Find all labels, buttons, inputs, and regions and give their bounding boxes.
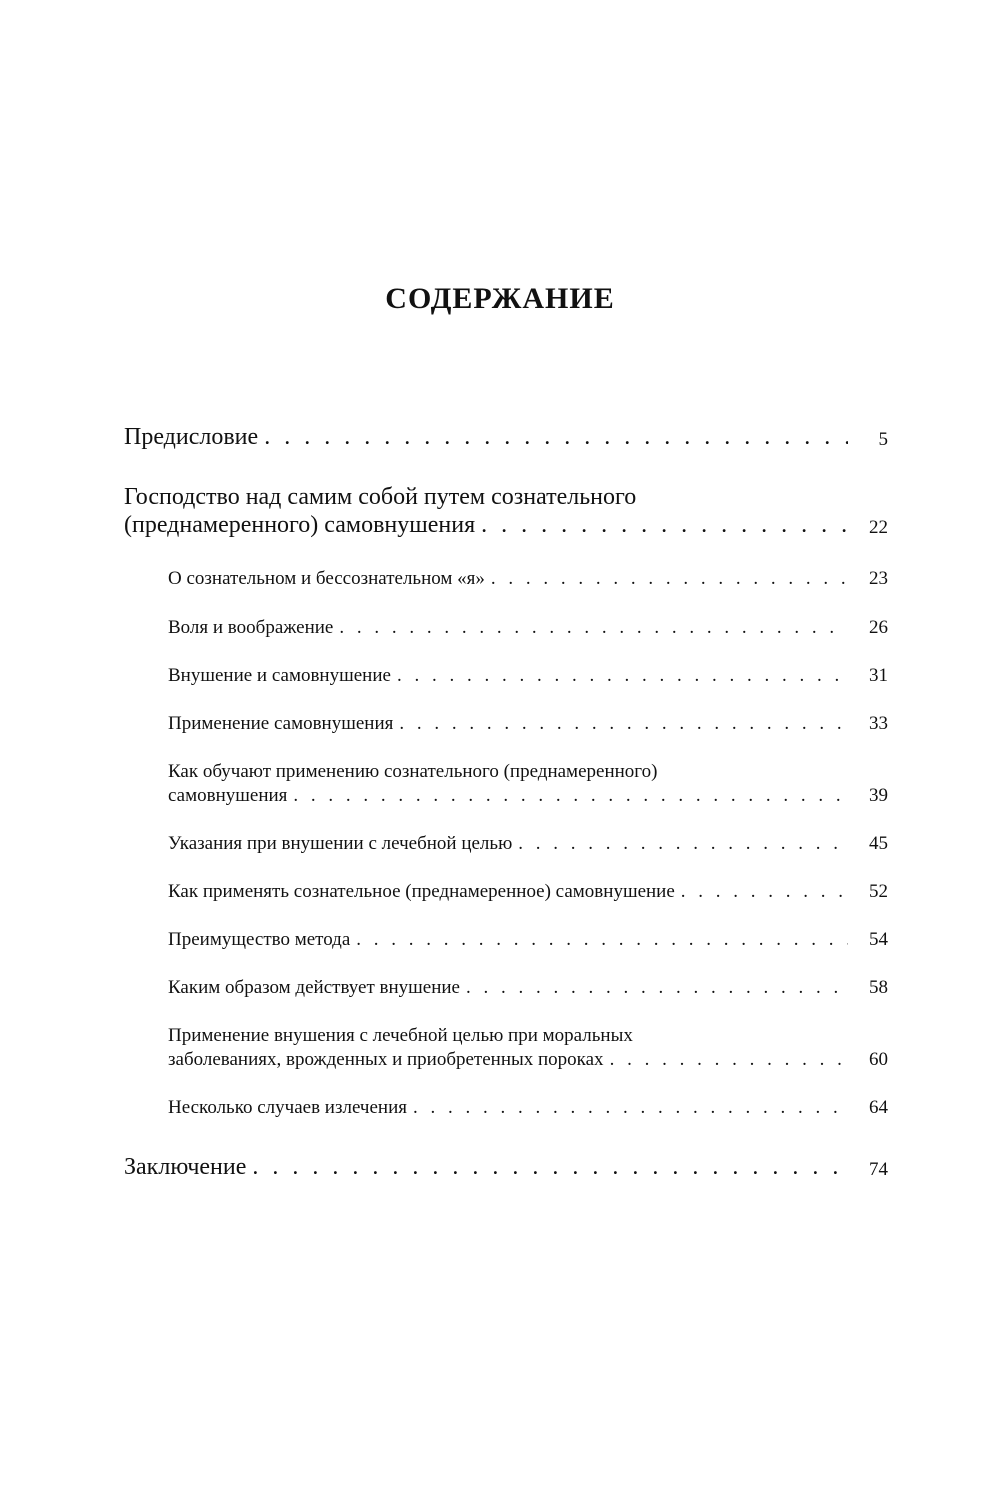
leader-dots <box>293 785 848 808</box>
toc-entry-conscious-self[interactable] <box>168 567 888 591</box>
toc-entry-page: 39 <box>869 785 888 806</box>
leader-dots <box>339 617 848 640</box>
toc-entry-line: Господство над самим собой путем сознательного <box>124 484 637 510</box>
leader-dots <box>481 511 848 540</box>
toc-entry-label: Несколько случаев излечения <box>168 1097 407 1118</box>
toc-entry-advantage[interactable] <box>168 928 888 952</box>
leader-dots <box>264 423 848 452</box>
toc-entry-page: 22 <box>869 517 888 538</box>
toc-entry-page: 23 <box>869 568 888 589</box>
leader-dots <box>356 929 848 952</box>
leader-dots <box>399 713 848 736</box>
leader-dots <box>252 1153 848 1182</box>
toc-entry-label: Каким образом действует внушение <box>168 977 460 998</box>
toc-entry-line: Применение внушения с лечебной целью при моральных <box>168 1025 633 1046</box>
toc-entry-label: Воля и воображение <box>168 617 334 638</box>
leader-dots <box>491 568 848 591</box>
toc-entry-line: Как обучают применению сознательного (преднамеренного) <box>168 761 658 782</box>
leader-dots <box>610 1049 848 1072</box>
leader-dots <box>466 977 848 1000</box>
toc-entry-page: 31 <box>869 665 888 686</box>
toc-entry-how-to-apply[interactable] <box>168 880 888 904</box>
leader-dots <box>397 665 848 688</box>
toc-entry-page: 52 <box>869 881 888 902</box>
toc-entry-label: (преднамеренного) самовнушения <box>124 512 476 538</box>
toc-entry-teaching[interactable] <box>168 784 888 808</box>
toc-entry-instructions[interactable] <box>168 832 888 856</box>
toc-entry-conclusion[interactable] <box>124 1152 888 1182</box>
toc-entry-label: Применение самовнушения <box>168 713 394 734</box>
toc-entry-page: 54 <box>869 929 888 950</box>
toc-entry-preface[interactable] <box>124 422 888 452</box>
toc-entry-label: Заключение <box>124 1154 247 1180</box>
toc-entry-page: 33 <box>869 713 888 734</box>
toc-entry-page: 74 <box>869 1159 888 1180</box>
toc-entry-label: Предисловие <box>124 424 259 450</box>
leader-dots <box>518 833 848 856</box>
toc-entry-suggestion[interactable] <box>168 664 888 688</box>
toc-entry-label: О сознательном и бессознательном «я» <box>168 568 485 589</box>
toc-entry-mastery[interactable] <box>124 510 888 540</box>
toc-entry-label: заболеваниях, врожденных и приобретенных пороках <box>168 1049 604 1070</box>
toc-entry-how-works[interactable] <box>168 976 888 1000</box>
page-title: СОДЕРЖАНИЕ <box>385 282 615 315</box>
toc-entry-page: 26 <box>869 617 888 638</box>
toc-entry-label: Как применять сознательное (преднамеренное) самовнушение <box>168 881 675 902</box>
toc-entry-moral-diseases[interactable] <box>168 1048 888 1072</box>
toc-entry-page: 58 <box>869 977 888 998</box>
toc-entry-cases[interactable] <box>168 1096 888 1120</box>
toc-entry-page: 5 <box>878 429 888 450</box>
toc-entry-label: самовнушения <box>168 785 288 806</box>
toc-entry-page: 60 <box>869 1049 888 1070</box>
toc-entry-page: 64 <box>869 1097 888 1118</box>
toc-entry-label: Указания при внушении с лечебной целью <box>168 833 513 854</box>
leader-dots <box>681 881 848 904</box>
leader-dots <box>413 1097 848 1120</box>
toc-entry-will-imagination[interactable] <box>168 616 888 640</box>
toc-entry-application[interactable] <box>168 712 888 736</box>
toc-entry-page: 45 <box>869 833 888 854</box>
toc-entry-label: Преимущество метода <box>168 929 351 950</box>
toc-entry-label: Внушение и самовнушение <box>168 665 391 686</box>
